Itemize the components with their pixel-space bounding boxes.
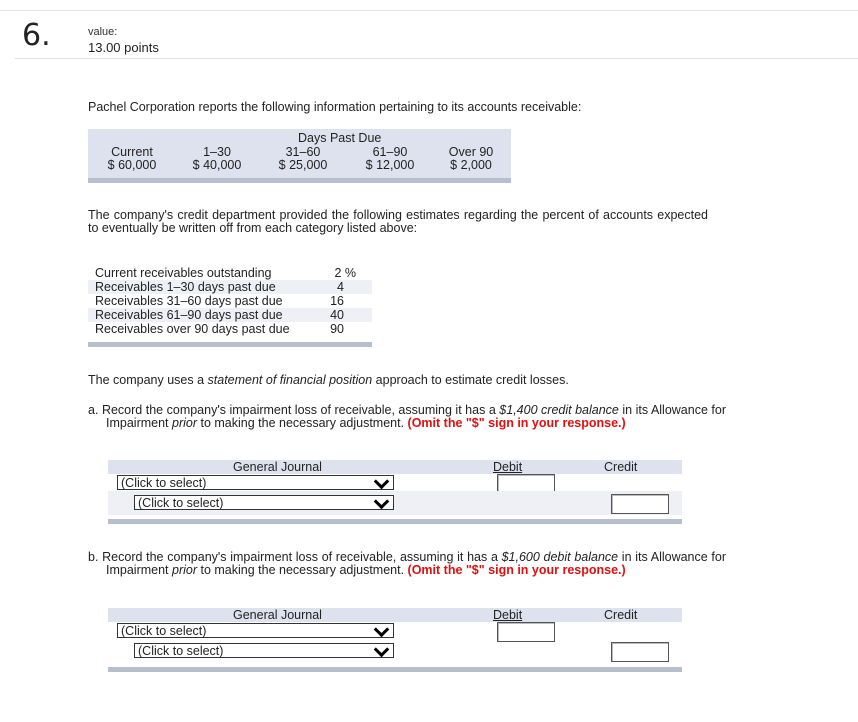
estimate-row: [88, 294, 372, 308]
credit-input[interactable]: [611, 494, 669, 514]
estimate-row: [88, 266, 372, 280]
account-select[interactable]: (Click to select): [117, 475, 394, 490]
journal-b-header: [108, 608, 682, 622]
estimate-row: [88, 322, 372, 336]
aging-col-label: Current: [111, 145, 153, 159]
journal-title: General Journal: [233, 608, 322, 622]
estimate-label: Receivables 61–90 days past due: [95, 308, 283, 322]
days-past-due-header: Days Past Due: [298, 131, 382, 145]
debit-header: Debit: [493, 608, 523, 622]
question-points: 13.00 points: [88, 40, 159, 55]
chevron-down-icon: [374, 474, 390, 490]
chevron-down-icon: [374, 622, 390, 638]
aging-col-label: 61–90: [372, 145, 408, 159]
part-a-text: a. Record the company's impairment loss of receivable, assuming it has a $1,400 credit balance in its Allowance for Impairment prior to making the necessary adjustment. (Omit the "$" sign in your response.): [88, 403, 727, 430]
aging-col-amount: $ 12,000: [365, 158, 415, 172]
estimate-label: Receivables 31–60 days past due: [95, 294, 283, 308]
estimate-label: Receivables 1–30 days past due: [95, 280, 276, 294]
estimates-table-footer: [88, 342, 372, 347]
estimate-value: 4: [337, 280, 344, 294]
aging-col-label: Over 90: [448, 145, 494, 159]
intro-text: Pachel Corporation reports the following information pertaining to its accounts receivable:: [88, 100, 582, 114]
chevron-down-icon: [374, 642, 390, 658]
journal-a-header: [108, 460, 682, 474]
chevron-down-icon: [374, 494, 390, 510]
estimate-value: 90: [330, 322, 344, 336]
estimate-label: Current receivables outstanding: [95, 266, 272, 280]
estimate-label: Receivables over 90 days past due: [95, 322, 290, 336]
journal-b-footer: [108, 667, 682, 672]
credit-input[interactable]: [611, 642, 669, 662]
header-divider: [15, 58, 858, 59]
approach-text: The company uses a statement of financial position approach to estimate credit losses.: [88, 373, 569, 387]
credit-header: Credit: [604, 460, 638, 474]
aging-col-amount: $ 25,000: [278, 158, 328, 172]
account-select[interactable]: (Click to select): [134, 495, 394, 510]
aging-col-amount: $ 40,000: [192, 158, 242, 172]
journal-title: General Journal: [233, 460, 322, 474]
debit-input[interactable]: [497, 622, 555, 642]
aging-col-amount: $ 60,000: [107, 158, 157, 172]
estimate-value: 2 %: [334, 266, 356, 280]
estimate-value: 40: [330, 308, 344, 322]
estimate-text: The company's credit department provided the following estimates regarding the percent of accounts expected to eventually be written off from each category listed above:: [88, 208, 708, 235]
account-select[interactable]: (Click to select): [134, 643, 394, 658]
question-number: 6.: [22, 18, 51, 53]
aging-table-footer: [88, 178, 511, 183]
account-select[interactable]: (Click to select): [117, 623, 394, 638]
credit-header: Credit: [604, 608, 638, 622]
estimate-row: [88, 308, 372, 322]
top-divider: [0, 10, 858, 11]
estimate-row: [88, 280, 372, 294]
aging-col-label: 1–30: [203, 145, 231, 159]
part-b-text: b. Record the company's impairment loss of receivable, assuming it has a $1,600 debit balance in its Allowance for Impairment prior to making the necessary adjustment. (Omit the "$" sign in your response.): [88, 550, 726, 577]
estimate-value: 16: [330, 294, 344, 308]
aging-col-amount: $ 2,000: [450, 158, 492, 172]
aging-col-label: 31–60: [285, 145, 321, 159]
journal-a-footer: [108, 519, 682, 524]
debit-header: Debit: [493, 460, 523, 474]
value-label: value:: [88, 26, 118, 38]
